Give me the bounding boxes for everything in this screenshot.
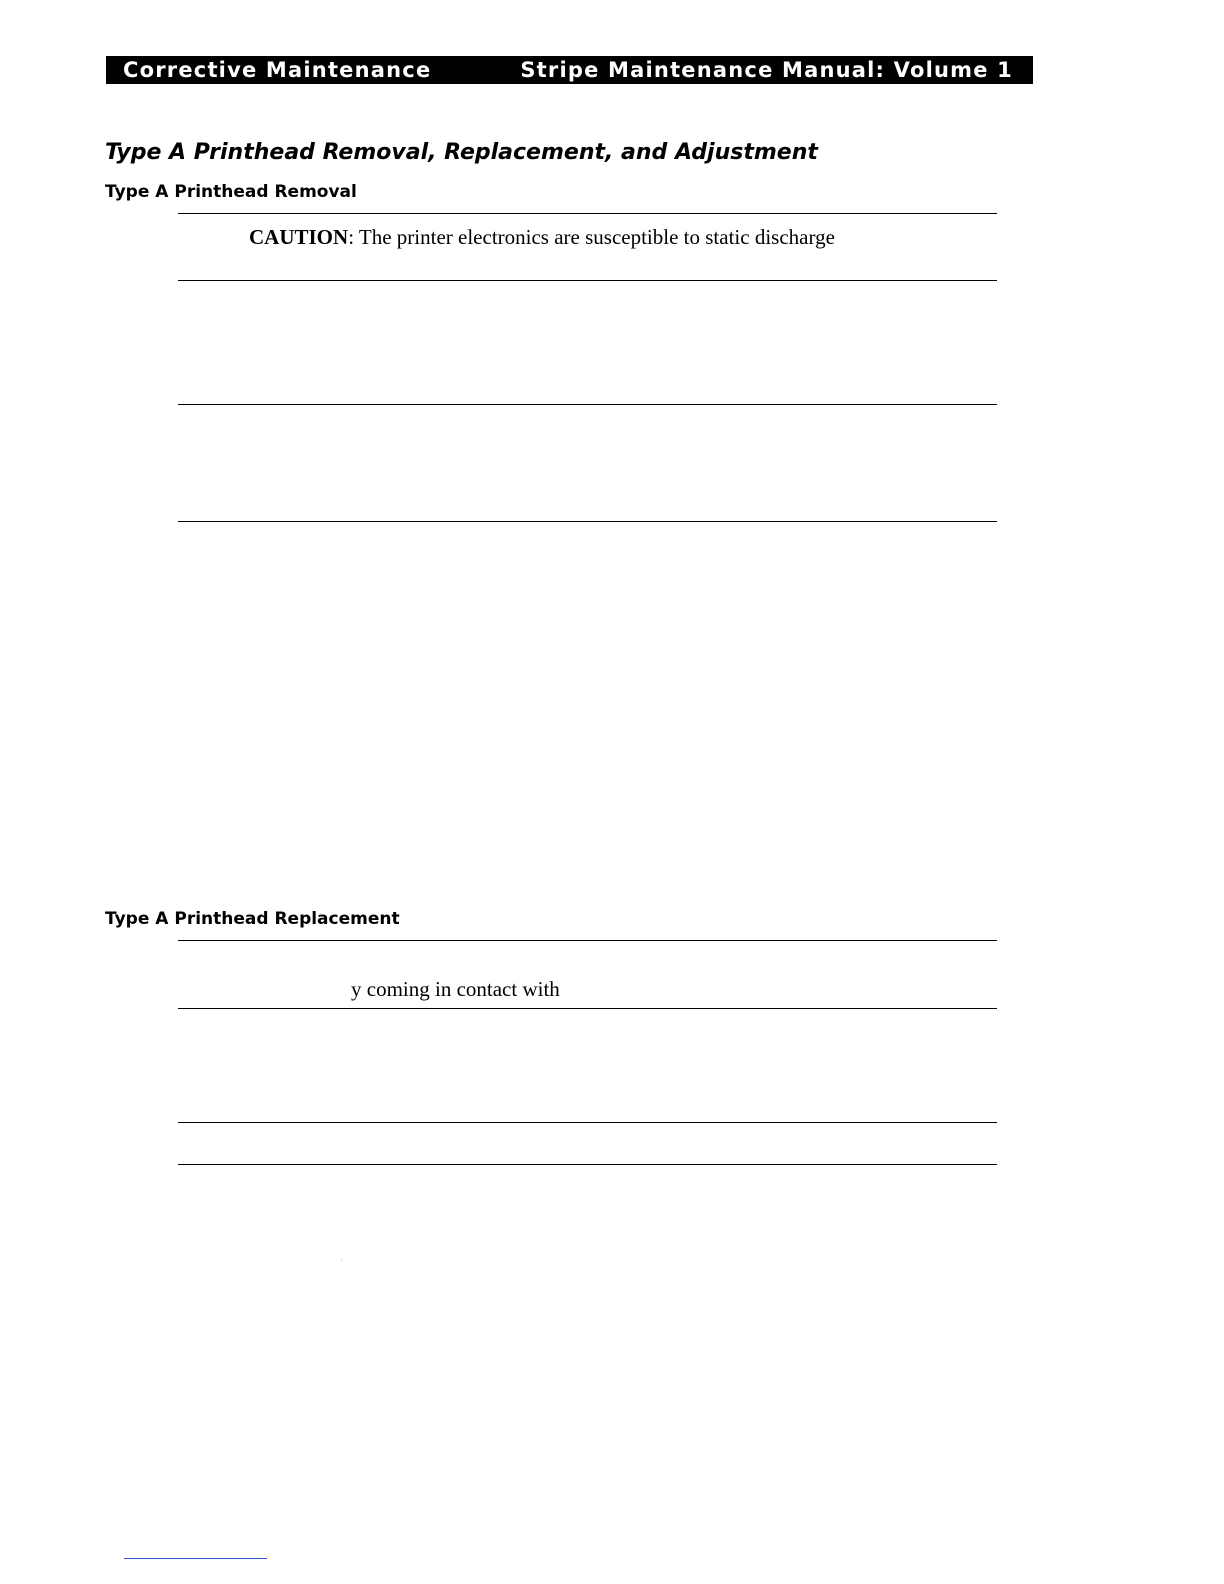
- replacement-note-top-rule: [178, 1122, 997, 1123]
- replacement-caution-fragment: y coming in contact with: [351, 977, 560, 1001]
- removal-heading: Type A Printhead Removal: [105, 182, 357, 202]
- note-bottom-rule: [178, 521, 997, 522]
- replacement-heading: Type A Printhead Replacement: [105, 909, 400, 929]
- caution-top-rule: [178, 213, 997, 214]
- note-top-rule: [178, 404, 997, 405]
- footer-rule: [124, 1558, 267, 1559]
- caution-label: CAUTION: [249, 225, 349, 249]
- header-chapter: Corrective Maintenance: [123, 58, 432, 82]
- section-title: Type A Printhead Removal, Replacement, and Adjustment: [105, 140, 818, 165]
- caution-note: [249, 225, 835, 250]
- running-header: [106, 56, 1033, 84]
- header-manual-title: Stripe Maintenance Manual: Volume 1: [520, 58, 1013, 82]
- replacement-bottom-rule: [178, 1008, 997, 1009]
- caution-bottom-rule: [178, 280, 997, 281]
- replacement-note-bottom-rule: [178, 1164, 997, 1165]
- replacement-top-rule: [178, 940, 997, 941]
- caution-text: : The printer electronics are susceptible to static discharge: [348, 225, 835, 249]
- scan-speck: [341, 1260, 342, 1261]
